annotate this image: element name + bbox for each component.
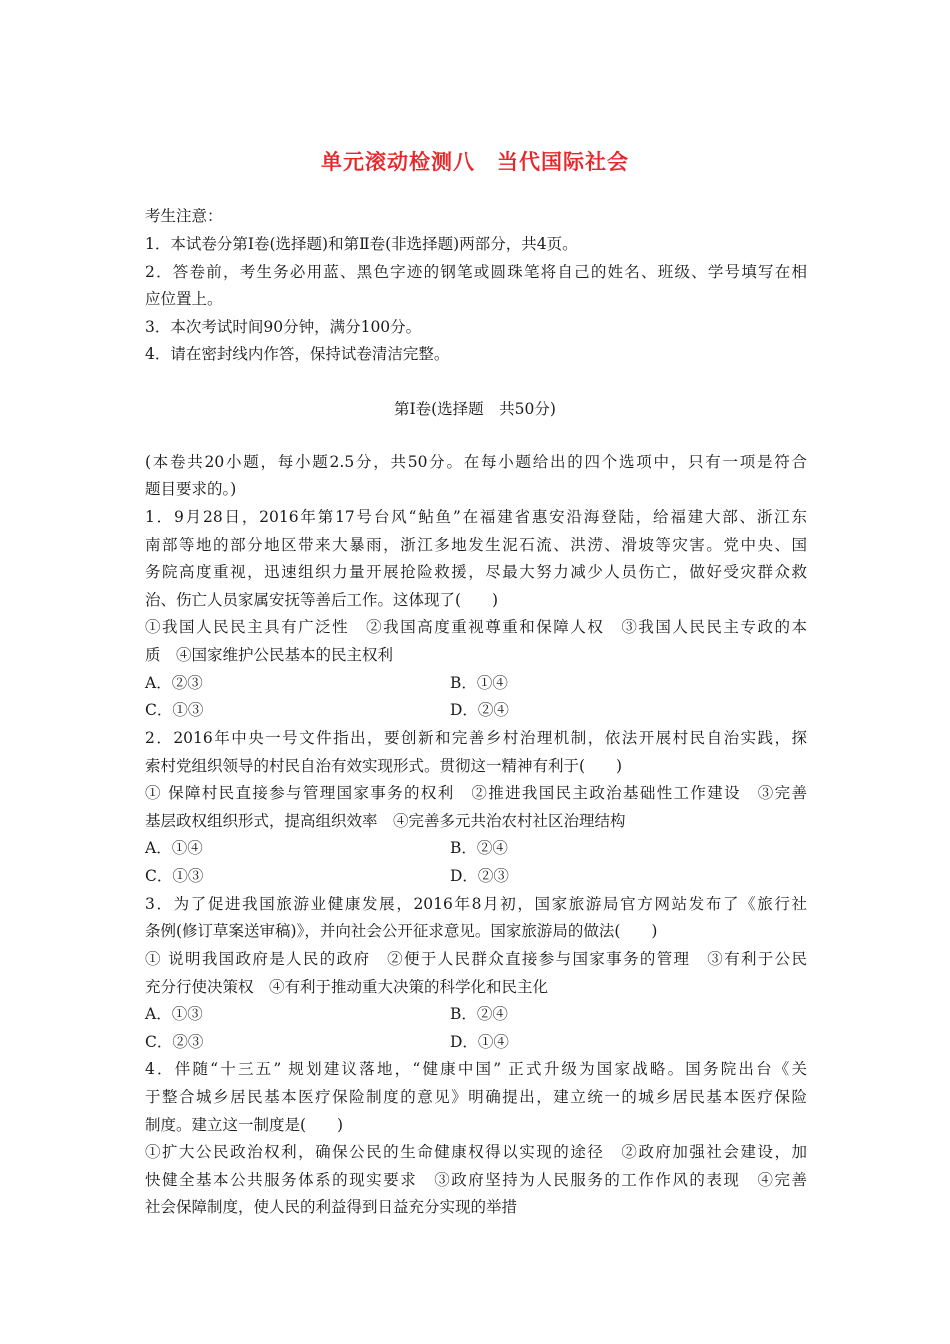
option-b: B．①④: [450, 674, 508, 692]
notice-heading: 考生注意：: [145, 207, 223, 225]
option-d: D．②④: [450, 701, 509, 719]
question-statement: ①扩大公民政治权利，确保公民的生命健康权得以实现的途径 ②政府加强社会建设，加: [145, 1143, 807, 1161]
page-title: 单元滚动检测八 当代国际社会: [321, 150, 629, 174]
question-stem: 治、伤亡人员家属安抚等善后工作。这体现了( ): [145, 591, 499, 609]
section-intro: 题目要求的。): [145, 480, 237, 498]
notice-item: 2．答卷前，考生务必用蓝、黑色字迹的钢笔或圆珠笔将自己的姓名、班级、学号填写在相: [145, 263, 807, 281]
question-stem: 2．2016年中央一号文件指出，要创新和完善乡村治理机制，依法开展村民自治实践，探: [145, 729, 807, 747]
option-c: C．①③: [145, 867, 204, 885]
question-stem: 制度。建立这一制度是( ): [145, 1116, 344, 1134]
option-d: D．②③: [450, 867, 509, 885]
option-a: A．①④: [145, 839, 203, 857]
notice-item: 3．本次考试时间90分钟，满分100分。: [145, 318, 422, 336]
question-statement: 快健全基本公共服务体系的现实要求 ③政府坚持为人民服务的工作作风的表现 ④完善: [145, 1171, 807, 1189]
notice-item: 1．本试卷分第Ⅰ卷(选择题)和第Ⅱ卷(非选择题)两部分，共4页。: [145, 235, 578, 253]
option-a: A．②③: [145, 674, 203, 692]
question-stem: 1．9月28日，2016年第17号台风“鲇鱼”在福建省惠安沿海登陆，给福建大部、浙江东: [145, 508, 807, 526]
question-statement: ①我国人民民主具有广泛性 ②我国高度重视尊重和保障人权 ③我国人民民主专政的本: [145, 618, 807, 636]
question-statement: ① 保障村民直接参与管理国家事务的权利 ②推进我国民主政治基础性工作建设 ③完善: [145, 784, 807, 802]
notice-item: 4．请在密封线内作答，保持试卷清洁完整。: [145, 345, 450, 363]
question-stem: 条例(修订草案送审稿)》，并向社会公开征求意见。国家旅游局的做法( ): [145, 922, 658, 940]
section-intro: (本卷共20小题，每小题2.5分，共50分。在每小题给出的四个选项中，只有一项是符合: [145, 453, 807, 471]
question-stem: 索村党组织领导的村民自治有效实现形式。贯彻这一精神有利于( ): [145, 757, 623, 775]
question-statement: 社会保障制度，使人民的利益得到日益充分实现的举措: [145, 1198, 518, 1216]
question-stem: 务院高度重视，迅速组织力量开展抢险救援，尽最大努力减少人员伤亡，做好受灾群众救: [145, 563, 807, 581]
notice-item: 应位置上。: [145, 290, 223, 308]
question-stem: 南部等地的部分地区带来大暴雨，浙江多地发生泥石流、洪涝、滑坡等灾害。党中央、国: [145, 536, 807, 554]
question-statement: 充分行使决策权 ④有利于推动重大决策的科学化和民主化: [145, 978, 549, 996]
option-c: C．②③: [145, 1033, 204, 1051]
option-d: D．①④: [450, 1033, 509, 1051]
question-statement: 质 ④国家维护公民基本的民主权利: [145, 646, 394, 664]
option-b: B．②④: [450, 839, 508, 857]
question-statement: 基层政权组织形式，提高组织效率 ④完善多元共治农村社区治理结构: [145, 812, 626, 830]
question-statement: ① 说明我国政府是人民的政府 ②便于人民群众直接参与国家事务的管理 ③有利于公民: [145, 950, 807, 968]
option-b: B．②④: [450, 1005, 508, 1023]
question-stem: 3．为了促进我国旅游业健康发展，2016年8月初，国家旅游局官方网站发布了《旅行社: [145, 895, 807, 913]
question-stem: 于整合城乡居民基本医疗保险制度的意见》明确提出，建立统一的城乡居民基本医疗保险: [145, 1088, 807, 1106]
question-stem: 4．伴随“十三五” 规划建议落地，“健康中国” 正式升级为国家战略。国务院出台《关: [145, 1060, 807, 1078]
option-a: A．①③: [145, 1005, 203, 1023]
section-title: 第Ⅰ卷(选择题 共50分): [394, 400, 556, 418]
option-c: C．①③: [145, 701, 204, 719]
